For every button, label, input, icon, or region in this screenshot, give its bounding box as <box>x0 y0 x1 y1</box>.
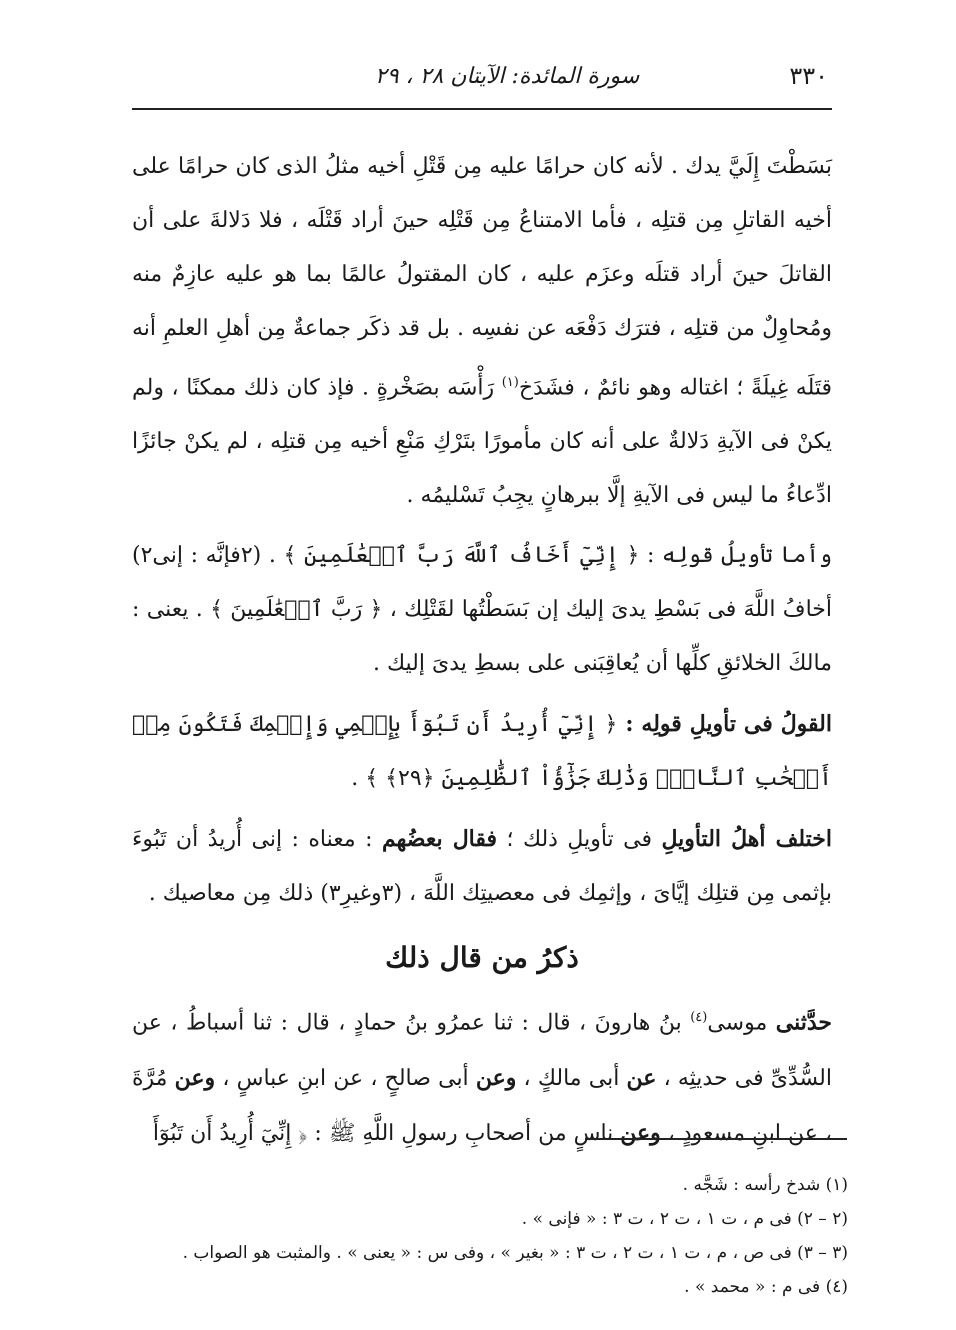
paragraph-text: رَأْسَه بصَخْرةٍ . فإذ كان ذلك ممكنًا ، ولم يكنْ فى الآيةِ دَلالةٌ على أنه كان مأمورًا بتَرْكِ مَنْعِ أخيه مِن قتلِه ، لم يكنْ جائزًا ادِّعاءُ ما ليس فى الآيةِ إلَّا ببرهانٍ يجِبُ تَسْليمُه . <box>132 375 832 509</box>
footnote-ref: (١) <box>501 375 519 390</box>
page-header <box>135 56 828 96</box>
paragraph-text: بَسَطْتَ إِلَيَّ يدك . لأنه كان حرامًا عليه مِن قَتْلِ أخيه مثلُ الذى كان حرامًا على أخيه القاتلِ مِن قتلِه ، فأما الامتناعُ مِن قَتْلِه حينَ أراد قَتْلَه ، فلا دَلالةَ على أن القاتلَ حينَ أراد قتلَه وعزَم عليه ، كان المقتولُ عالمًا بما هو عليه عازِمٌ منه ومُحاوِلٌ من قتلِه ، فترَك دَفْعَه عن نفسِه . بل قد ذكَر جماعةٌ مِن أهلِ العلمِ أنه قتَلَه غِيلَةً ؛ اغتاله وهو نائمٌ ، فشَدَخ <box>132 154 833 401</box>
paragraph-text: وأما تأويلُ قولِه : <box>639 543 832 569</box>
paragraph <box>132 697 832 806</box>
paragraph-text: ناسٍ من أصحابِ رسولِ اللَّهِ ﷺ : <box>307 1120 621 1146</box>
paragraph-text: : معناه : إنى أُريدُ أن تَبُوءَ بإثمى مِن قتلِك إيَّاىَ ، وإثمِك فى معصيتِك اللَّهَ ، (٣وغيرِ٣) ذلك مِن معاصيك . <box>132 827 832 907</box>
quran-quote: ﴿ إِنِّيٓ أُرِيدُ أَن تَبُوٓأَ <box>152 1120 308 1146</box>
paragraph-text: مُرَّةَ ، عن ابنِ مسعودٍ ، <box>132 1065 832 1146</box>
quran-quote: ﴿ إِنِّيٓ أَخَافُ ٱللَّهَ رَبَّ ٱلۡعَٰلَمِينَ ﴾ <box>283 543 640 569</box>
footnote: (٢ – ٢) فى م ، ت ١ ، ت ٢ ، ت ٣ : « فإنى » . <box>521 1209 848 1229</box>
section-heading: ذكرُ من قال ذلك <box>385 941 579 975</box>
main-text <box>132 140 832 1161</box>
paragraph <box>132 529 832 691</box>
footnotes <box>132 1168 848 1304</box>
footnote: (١) شدخ رأسه : شَجَّه . <box>682 1175 848 1195</box>
bold-lead: فقال بعضُهم <box>381 826 498 853</box>
paragraph-text: . <box>351 766 366 792</box>
paragraph-text: بنُ هارونَ ، قال : ثنا عمرُو بنُ حمادٍ ، قال : ثنا أسباطُ ، عن السُّدِّىِّ فى حديثِه ، <box>132 1010 832 1091</box>
quran-quote: ﴿ إِنِّيٓ أُرِيدُ أَن تَبُوٓأَ بِإِثۡمِي وَإِثۡمِكَ فَتَكُونَ مِنۡ أَصۡحَٰبِ ٱلنَّارِۚ وَذَٰلِكَ جَزَٰٓؤُاْ ٱلظَّٰلِمِينَ ﴿٢٩﴾ ﴾ <box>132 712 832 792</box>
bold-word: عن <box>626 1064 657 1091</box>
paragraph-text: أبى صالحٍ ، عن ابنِ عباسٍ ، <box>215 1065 476 1091</box>
footnote: (٤) فى م : « محمد » . <box>684 1277 848 1297</box>
footnote-ref: (٤) <box>690 1010 708 1026</box>
bold-word: وعن <box>620 1119 661 1146</box>
header-rule <box>132 108 832 110</box>
paragraph-text: . (٢فإنَّه : إنى٢) أخافُ اللَّهَ فى بَسْطِ يدىَ إليك إن بَسَطْتُها لقَتْلِك ، <box>132 543 832 623</box>
bold-lead: حدَّثنى <box>775 1009 832 1036</box>
paragraph <box>132 140 832 523</box>
running-title: سورة المائدة: الآيتان ٢٨ ، ٢٩ <box>374 63 640 89</box>
bold-word: وعن <box>174 1064 216 1091</box>
paragraph-text: فى تأويلِ ذلك ؛ <box>497 827 662 853</box>
bold-lead: القولُ فى تأويلِ قولِه : <box>617 711 832 738</box>
footnote-rule <box>585 1138 847 1140</box>
paragraph-text: . يعنى : مالكَ الخلائقِ كلِّها أن يُعاقِبَنى على بسطِ يدىَ إليك . <box>132 597 832 677</box>
paragraph-text: أبى مالكٍ ، <box>516 1065 627 1091</box>
paragraph-text: موسى <box>707 1010 776 1036</box>
page-number: ٣٣٠ <box>789 62 828 90</box>
quran-quote: ﴿ رَبَّ ٱلۡعَٰلَمِينَ ﴾ <box>210 597 383 623</box>
bold-word: وعن <box>475 1064 517 1091</box>
footnote: (٣ – ٣) فى ص ، م ، ت ١ ، ت ٢ ، ت ٣ : « بغير » ، وفى س : « يعنى » . والمثبت هو الصواب . <box>182 1243 848 1263</box>
narration-paragraph <box>132 991 832 1160</box>
bold-lead: اختلف أهلُ التأويلِ <box>661 826 833 853</box>
paragraph <box>132 812 832 921</box>
